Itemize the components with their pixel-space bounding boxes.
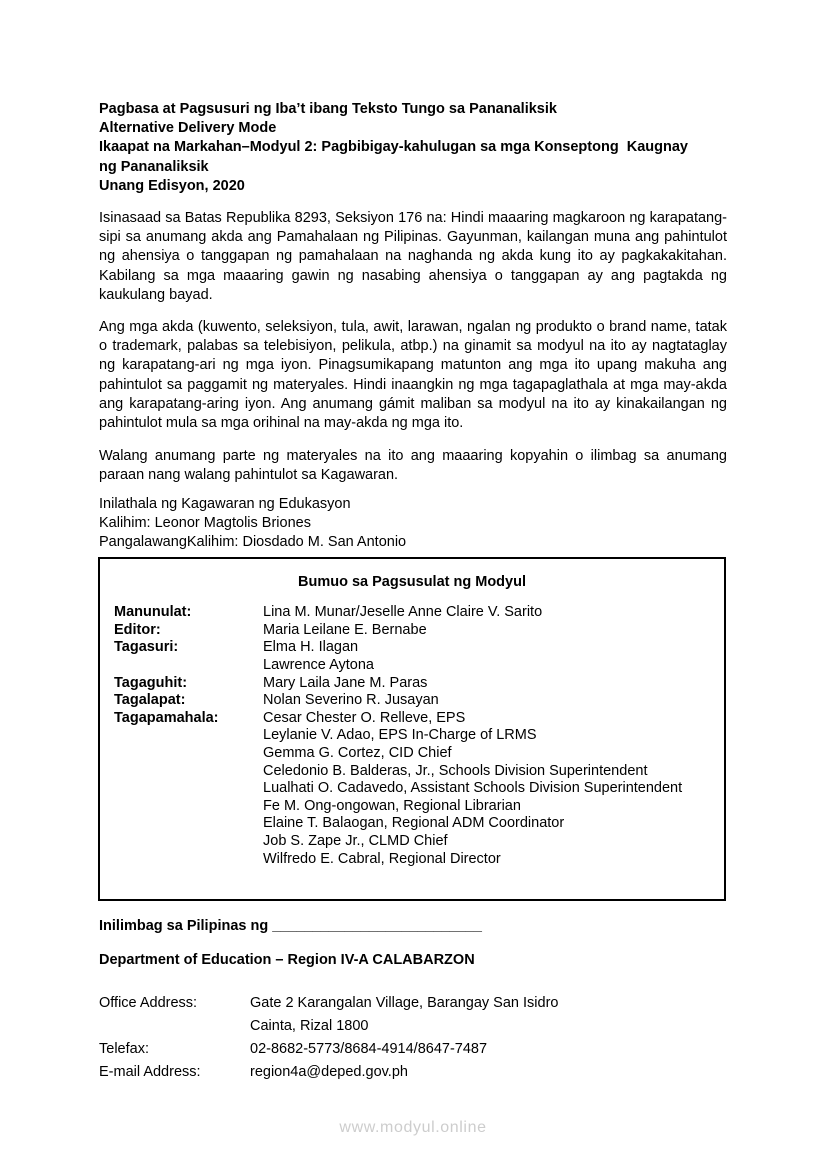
credits-role-label (114, 780, 263, 798)
publisher-line: Kalihim: Leonor Magtolis Briones (99, 515, 311, 532)
printed-by-blank-line: __________________________ (272, 918, 482, 934)
credits-role-label: Editor: (114, 621, 161, 638)
header-line: ng Pananaliksik (99, 158, 209, 175)
contact-field-value: 02-8682-5773/8684-4914/8647-7487 (250, 1041, 488, 1057)
credits-role-label: Tagaguhit: (114, 674, 188, 691)
credits-row (100, 798, 724, 816)
contact-row (99, 1061, 727, 1084)
header-line: Unang Edisyon, 2020 (99, 177, 245, 194)
credits-box (98, 557, 726, 901)
no-reproduction-paragraph: Walang anumang parte ng materyales na ito ang maaaring kopyahin o ilimbag sa anumang paraan nang walang pahintulot sa Kagawaran. (99, 448, 727, 484)
contact-row (99, 992, 727, 1015)
contact-field-label: Telefax: (99, 1041, 149, 1057)
credits-role-label (114, 727, 263, 745)
credits-row (100, 815, 724, 833)
credits-person-name: Gemma G. Cortez, CID Chief (263, 744, 452, 761)
borrowed-materials-paragraph: Ang mga akda (kuwento, seleksiyon, tula, awit, larawan, ngalan ng produkto o brand name, tatak o trademark, palabas sa telebisiyon, pelikula, atbp.) na ginamit sa modyul na ito ay nagtataglay ng karapatang-ari ng mga iyon. Pinagsumikapang matunton ang mga ito upang makuha ang pahintulot sa paggamit ng materyales. Hindi inaangkin ng mga tagapaglathala at mga may-akda ang karapatang-aring iyon. Ang anumang gámit maliban sa modyul na ito ay kinakailangan ng pahintulot mula sa mga orihinal na may-akda ng mga ito. (99, 319, 727, 432)
header-line: Alternative Delivery Mode (99, 120, 277, 137)
credits-person-name: Celedonio B. Balderas, Jr., Schools Division Superintendent (263, 762, 648, 779)
credits-person-name: Nolan Severino R. Jusayan (263, 692, 439, 709)
credits-row (100, 710, 724, 728)
credits-row (100, 604, 724, 622)
credits-row (100, 727, 724, 745)
credits-role-label (114, 798, 263, 816)
credits-table (100, 604, 724, 868)
contact-field-value: Cainta, Rizal 1800 (250, 1018, 369, 1034)
credits-person-name: Elaine T. Balaogan, Regional ADM Coordinator (263, 815, 565, 832)
credits-person-name: Lualhati O. Cadavedo, Assistant Schools Division Superintendent (263, 780, 683, 797)
credits-role-label: Tagasuri: (114, 639, 179, 656)
credits-row (100, 833, 724, 851)
credits-row (100, 851, 724, 869)
credits-role-label: Manunulat: (114, 604, 192, 621)
publisher-line: Inilathala ng Kagawaran ng Edukasyon (99, 496, 351, 512)
credits-row (100, 675, 724, 693)
publisher-line: PangalawangKalihim: Diosdado M. San Antonio (99, 534, 407, 551)
module-title-header (99, 100, 727, 196)
credits-role-label (114, 851, 263, 869)
credits-person-name: Mary Laila Jane M. Paras (263, 674, 428, 691)
credits-row (100, 780, 724, 798)
contact-field-label: Office Address: (99, 995, 198, 1011)
credits-person-name: Wilfredo E. Cabral, Regional Director (263, 850, 501, 867)
contact-field-value: Gate 2 Karangalan Village, Barangay San Isidro (250, 995, 559, 1011)
credits-person-name: Elma H. Ilagan (263, 639, 359, 656)
header-line: Pagbasa at Pagsusuri ng Iba’t ibang Teksto Tungo sa Pananaliksik (99, 101, 557, 117)
credits-person-name: Leylanie V. Adao, EPS In-Charge of LRMS (263, 727, 537, 744)
copyright-law-paragraph: Isinasaad sa Batas Republika 8293, Seksiyon 176 na: Hindi maaaring magkaroon ng karapatang-sipi sa anumang akda ang Pamahalaan ng Pilipinas. Gayunman, kailangan muna ang pahintulot ng ahensiya o tanggapan ng pamahalaan na naghanda ng akda kung ito ay pagkakakitahan. Kabilang sa mga maaaring gawin ng nasabing ahensiya o tanggapan ay ang pagtakda ng kaukulang bayad. (99, 210, 727, 303)
credits-box-title: Bumuo sa Pagsusulat ng Modyul (298, 574, 526, 590)
credits-row (100, 763, 724, 781)
contact-row (99, 1015, 727, 1038)
watermark-text: www.modyul.online (339, 1119, 487, 1136)
publisher-info (99, 495, 727, 553)
printed-by-label: Inilimbag sa Pilipinas ng (99, 918, 273, 934)
credits-role-label: Tagapamahala: (114, 709, 219, 726)
credits-person-name: Lawrence Aytona (263, 656, 374, 673)
credits-person-name: Job S. Zape Jr., CLMD Chief (263, 832, 448, 849)
credits-role-label (114, 657, 263, 675)
department-region-title: Department of Education – Region IV-A CALABARZON (99, 952, 475, 968)
credits-person-name: Maria Leilane E. Bernabe (263, 621, 427, 638)
contact-field-label (99, 1015, 250, 1038)
credits-role-label: Tagalapat: (114, 692, 186, 709)
credits-row (100, 657, 724, 675)
credits-row (100, 692, 724, 710)
contact-info (99, 992, 727, 1084)
credits-role-label (114, 815, 263, 833)
header-line: Ikaapat na Markahan–Modyul 2: Pagbibigay-kahulugan sa mga Konseptong Kaugnay (99, 139, 688, 156)
credits-row (100, 745, 724, 763)
credits-person-name: Cesar Chester O. Relleve, EPS (263, 709, 466, 726)
credits-person-name: Lina M. Munar/Jeselle Anne Claire V. Sarito (263, 604, 543, 621)
credits-role-label (114, 745, 263, 763)
credits-row (100, 622, 724, 640)
contact-field-label: E-mail Address: (99, 1064, 201, 1080)
credits-person-name: Fe M. Ong-ongowan, Regional Librarian (263, 797, 521, 814)
credits-role-label (114, 833, 263, 851)
credits-role-label (114, 763, 263, 781)
printed-in-philippines-line (99, 917, 727, 936)
contact-field-value: region4a@deped.gov.ph (250, 1064, 408, 1080)
contact-row (99, 1038, 727, 1061)
credits-row (100, 639, 724, 657)
